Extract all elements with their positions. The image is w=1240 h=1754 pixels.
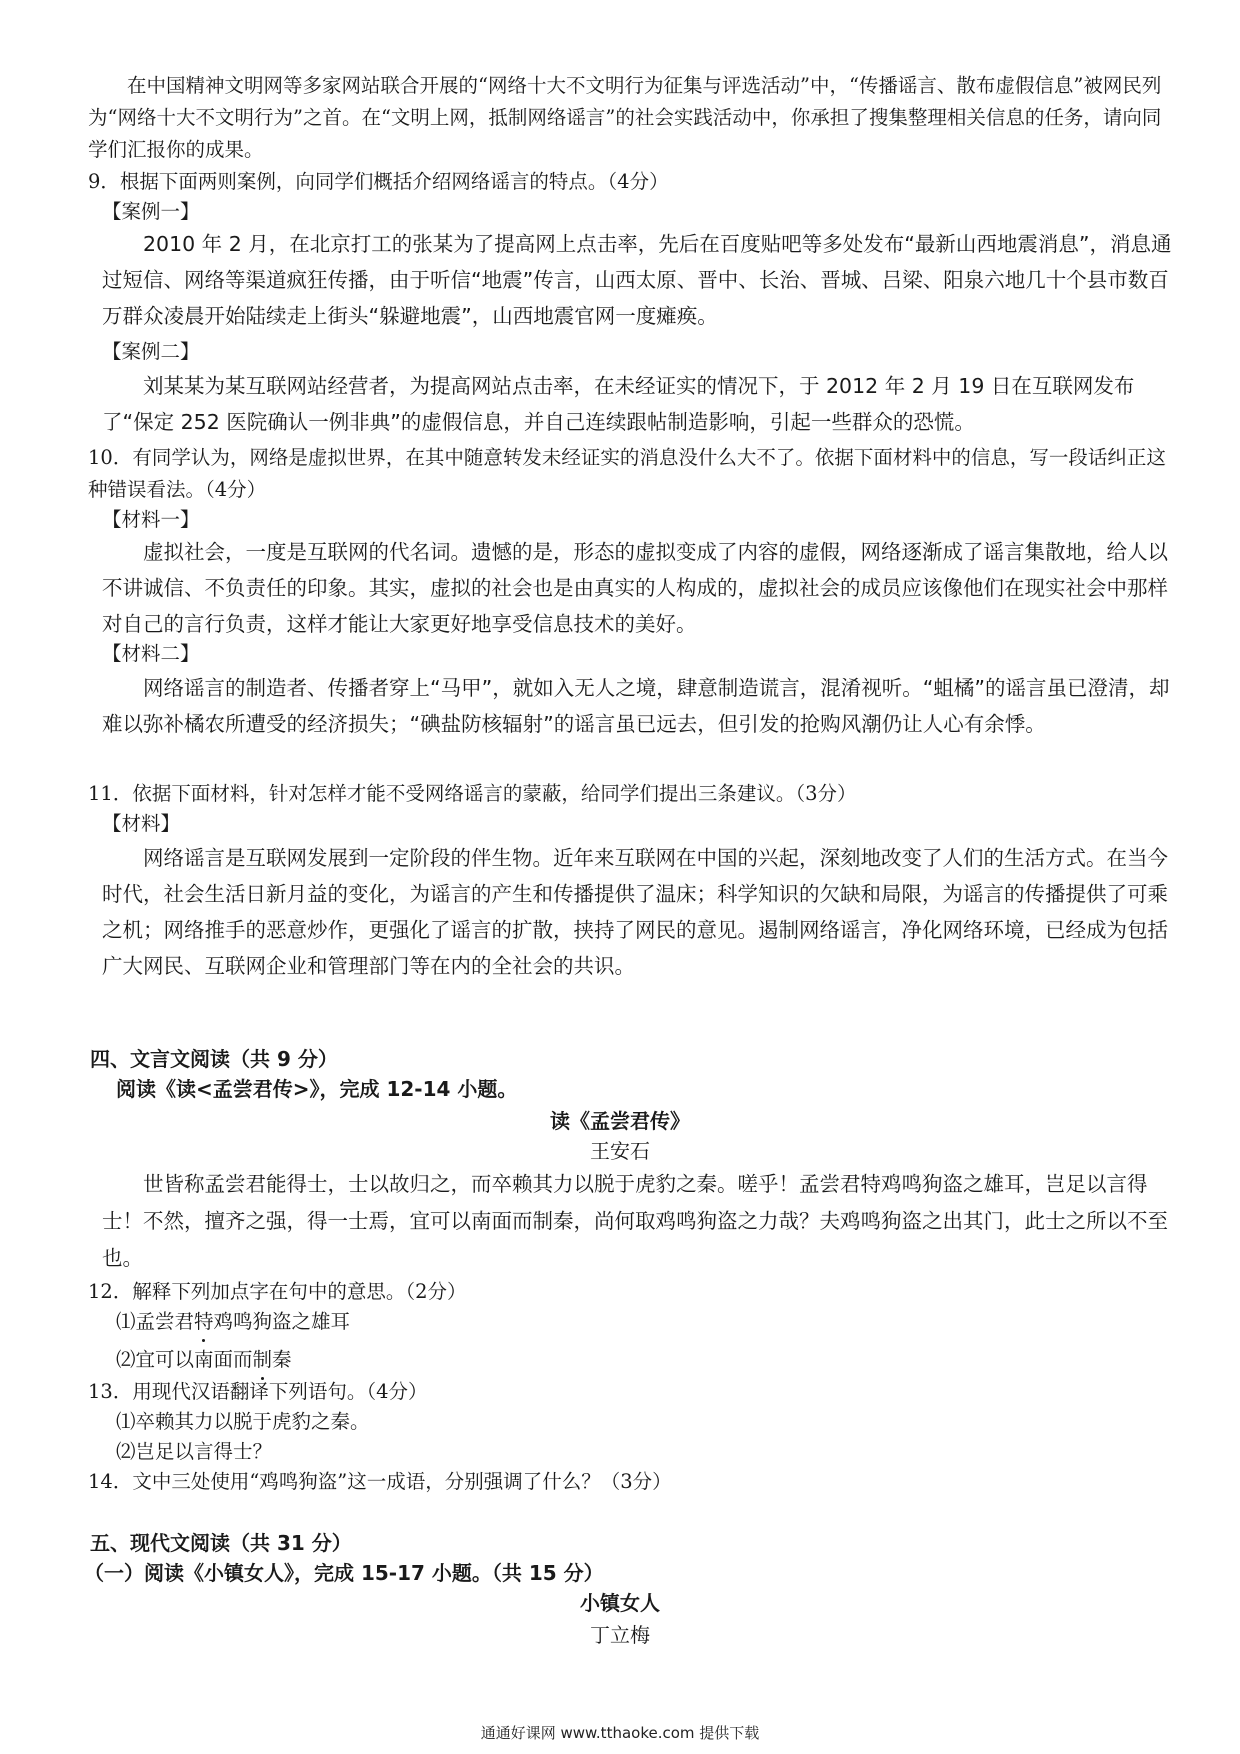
material-1-label: 【材料一】 [102,508,200,531]
question-12-item-1: ⑴孟尝君特鸡鸣狗盗之雄耳 [116,1306,350,1338]
dotted-character: 制 [253,1344,273,1376]
page-footer: 通通好课网 www.tthaoke.com 提供下载 [480,1724,760,1742]
question-13-item-1: ⑴卒赖其力以脱于虎豹之秦。 [116,1410,370,1433]
question-13-item-2: ⑵岂足以言得士？ [116,1440,273,1463]
section-4-heading: 四、文言文阅读（共 9 分） [90,1047,338,1071]
question-14: 14．文中三处使用“鸡鸣狗盗”这一成语，分别强调了什么？（3分） [88,1470,672,1493]
story-author: 丁立梅 [590,1623,650,1647]
case-2-text: 刘某某为某互联网站经营者，为提高网站点击率，在未经证实的情况下，于 2012 年 2 月 19 日在互联网发布了“保定 252 医院确认一例非典”的虚假信息，并自己连续跟帖制造影响，引起一些群众的恐慌。 [102,374,1135,434]
section-4-instruction: 阅读《读<孟尝君传>》，完成 12-14 小题。 [116,1077,518,1101]
section-5-instruction: （一）阅读《小镇女人》，完成 15-17 小题。（共 15 分） [84,1561,604,1585]
question-12-item-2: ⑵宜可以南面而制秦 [116,1344,292,1376]
case-1-label: 【案例一】 [102,200,200,223]
material-2-text: 网络谣言的制造者、传播者穿上“马甲”，就如入无人之境，肆意制造谎言，混淆视听。“蛆橘”的谣言虽已澄清，却难以弥补橘农所遭受的经济损失；“碘盐防核辐射”的谣言虽已远去，但引发的抢购风潮仍让人心有余悸。 [102,676,1170,736]
question-12: 12．解释下列加点字在句中的意思。（2分） [88,1280,467,1303]
intro-paragraph: 在中国精神文明网等多家网站联合开展的“网络十大不文明行为征集与评选活动”中，“传播谣言、散布虚假信息”被网民列为“网络十大不文明行为”之首。在“文明上网，抵制网络谣言”的社会实践活动中，你承担了搜集整理相关信息的任务，请向同学们汇报你的成果。 [88,74,1162,161]
case-1-text: 2010 年 2 月，在北京打工的张某为了提高网上点击率，先后在百度贴吧等多处发布“最新山西地震消息”，消息通过短信、网络等渠道疯狂传播，由于听信“地震”传言，山西太原、晋中、长治、晋城、吕梁、阳泉六地几十个县市数百万群众凌晨开始陆续走上街头“躲避地震”，山西地震官网一度瘫痪。 [102,232,1172,328]
passage-author: 王安石 [590,1139,650,1163]
dotted-character: 特 [194,1306,214,1338]
question-11: 11．依据下面材料，针对怎样才能不受网络谣言的蒙蔽，给同学们提出三条建议。（3分） [88,782,857,805]
section-5-heading: 五、现代文阅读（共 31 分） [90,1531,352,1555]
material-2-label: 【材料二】 [102,642,200,665]
question-10: 10．有同学认为，网络是虚拟世界，在其中随意转发未经证实的消息没什么大不了。依据下面材料中的信息，写一段话纠正这种错误看法。（4分） [88,446,1166,501]
material-1-text: 虚拟社会，一度是互联网的代名词。遗憾的是，形态的虚拟变成了内容的虚假，网络逐渐成了谣言集散地，给人以不讲诚信、不负责任的印象。其实，虚拟的社会也是由真实的人构成的，虚拟社会的成员应该像他们在现实社会中那样对自己的言行负责，这样才能让大家更好地享受信息技术的美好。 [102,540,1168,636]
case-2-label: 【案例二】 [102,340,200,363]
material-label: 【材料】 [102,812,181,835]
story-title: 小镇女人 [580,1591,660,1615]
question-9: 9．根据下面两则案例，向同学们概括介绍网络谣言的特点。（4分） [88,170,669,193]
classical-passage: 世皆称孟尝君能得士，士以故归之，而卒赖其力以脱于虎豹之秦。嗟乎！孟尝君特鸡鸣狗盗之雄耳，岂足以言得士！不然，擅齐之强，得一士焉，宜可以南面而制秦，尚何取鸡鸣狗盗之力哉？夫鸡鸣狗盗之出其门，此士之所以不至也。 [102,1172,1168,1270]
material-text: 网络谣言是互联网发展到一定阶段的伴生物。近年来互联网在中国的兴起，深刻地改变了人们的生活方式。在当今时代，社会生活日新月益的变化，为谣言的产生和传播提供了温床；科学知识的欠缺和局限，为谣言的传播提供了可乘之机；网络推手的恶意炒作，更强化了谣言的扩散，挟持了网民的意见。遏制网络谣言，净化网络环境，已经成为包括广大网民、互联网企业和管理部门等在内的全社会的共识。 [102,846,1168,978]
question-13: 13．用现代汉语翻译下列语句。（4分） [88,1380,428,1403]
passage-title: 读《孟尝君传》 [550,1109,690,1133]
